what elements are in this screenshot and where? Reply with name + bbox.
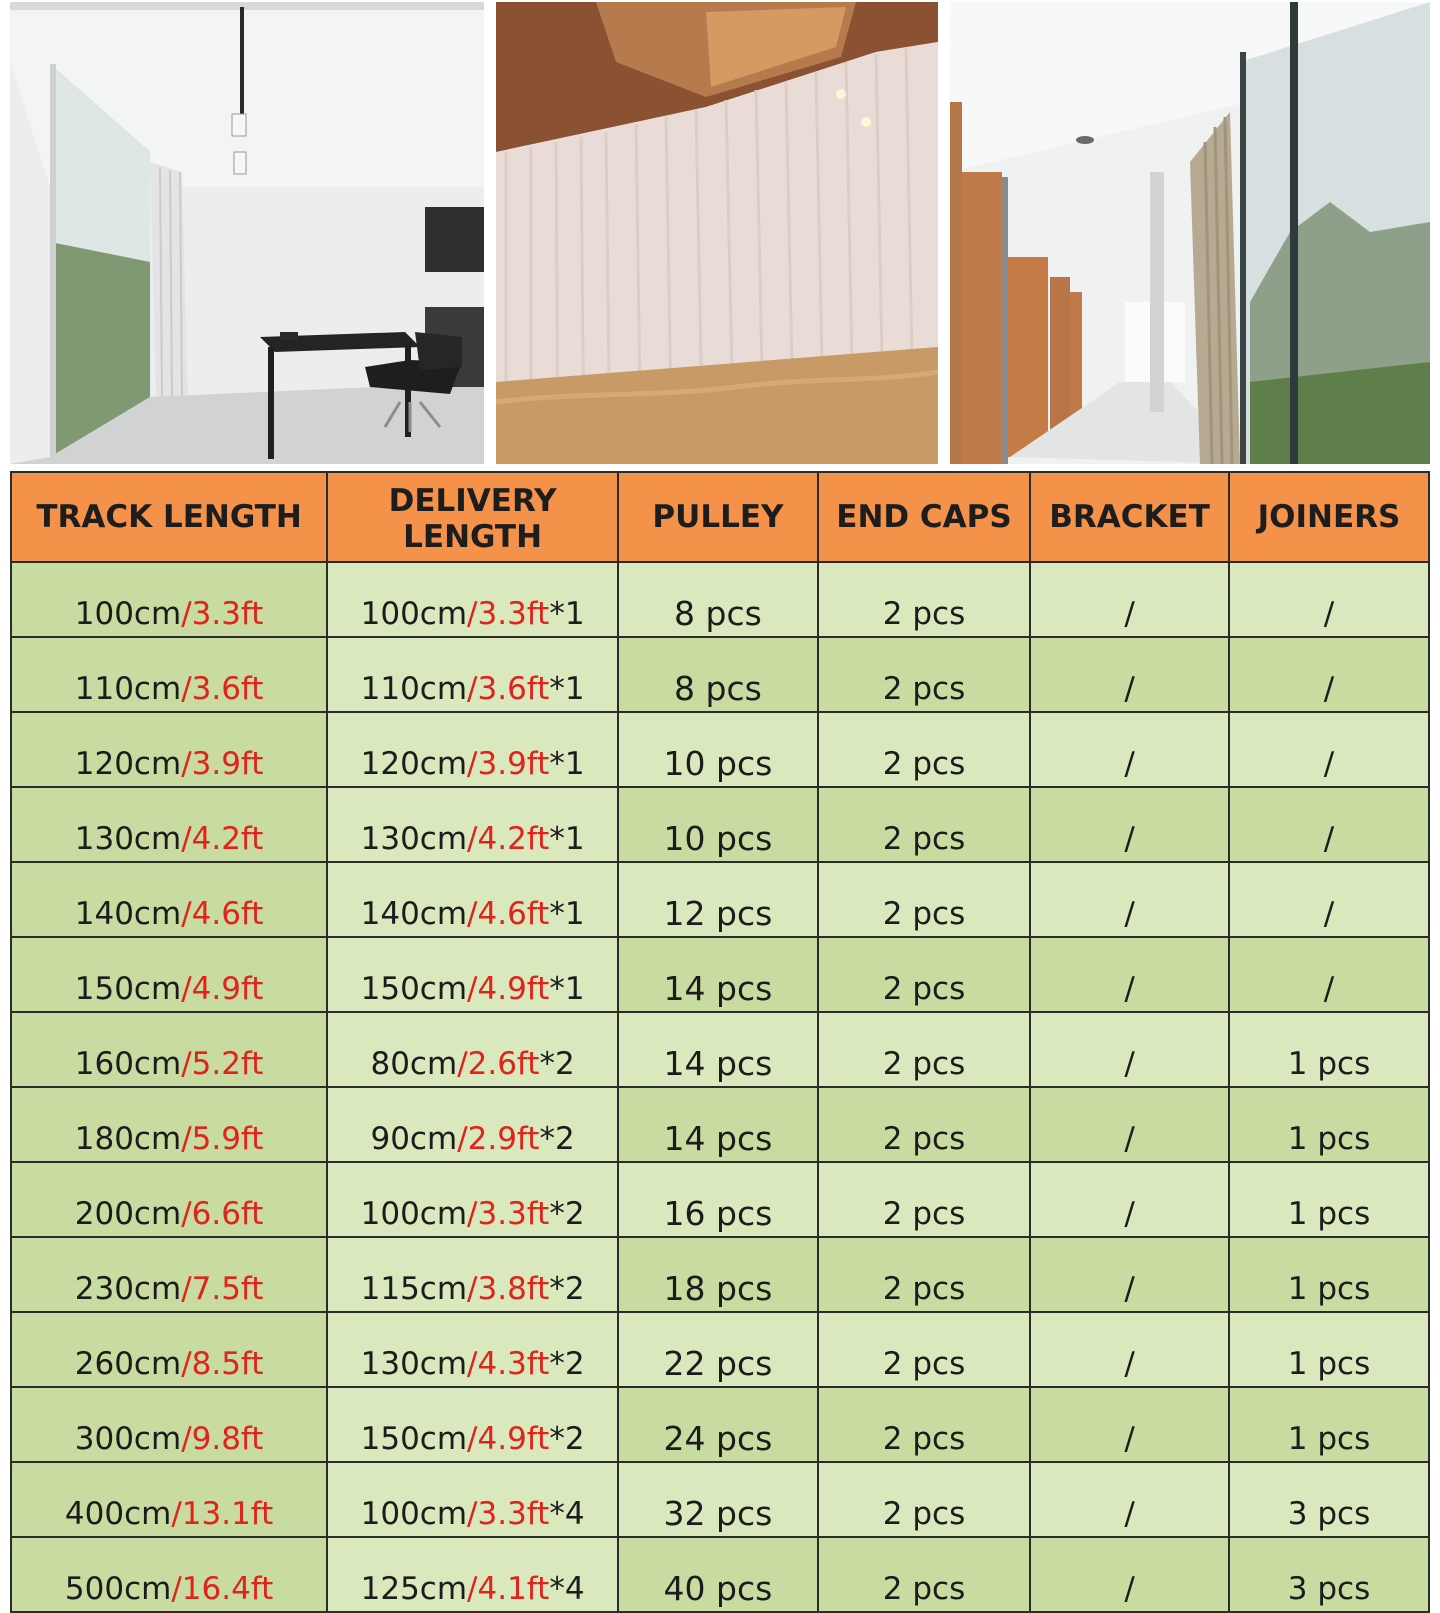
delivery-quantity: *1	[549, 971, 585, 1007]
cell-joiners	[1229, 1237, 1429, 1312]
pulley-count: 12 pcs	[663, 894, 773, 933]
delivery-length-cm: 125cm	[360, 1571, 468, 1607]
delivery-length-cm: 80cm	[370, 1046, 458, 1082]
photo-corridor-curtain	[950, 2, 1430, 464]
end-caps-count: 2 pcs	[882, 896, 966, 932]
track-length-ft: /5.9ft	[181, 1121, 264, 1157]
cell-joiners	[1229, 1087, 1429, 1162]
joiners-count: 1 pcs	[1287, 1271, 1371, 1307]
delivery-quantity: *1	[549, 896, 585, 932]
bracket-count: /	[1124, 596, 1135, 632]
cell-delivery-length	[327, 1387, 618, 1462]
cell-pulley	[618, 1387, 818, 1462]
joiners-count: 1 pcs	[1287, 1346, 1371, 1382]
track-length-cm: 200cm	[74, 1196, 182, 1232]
cell-joiners	[1229, 1162, 1429, 1237]
delivery-length-ft: /4.9ft	[467, 1421, 550, 1457]
cell-joiners	[1229, 712, 1429, 787]
joiners-count: 1 pcs	[1287, 1421, 1371, 1457]
cell-bracket	[1030, 1162, 1229, 1237]
bracket-count: /	[1124, 1271, 1135, 1307]
delivery-length-ft: /3.6ft	[467, 671, 550, 707]
cell-pulley	[618, 1537, 818, 1612]
cell-joiners	[1229, 1462, 1429, 1537]
track-length-ft: /3.6ft	[181, 671, 264, 707]
cell-track-length	[11, 1312, 327, 1387]
table-row	[11, 1462, 1429, 1537]
delivery-length-cm: 130cm	[360, 821, 468, 857]
cell-joiners	[1229, 1537, 1429, 1612]
joiners-count: /	[1323, 746, 1335, 782]
track-length-cm: 160cm	[74, 1046, 182, 1082]
cell-track-length	[11, 937, 327, 1012]
cell-bracket	[1030, 1312, 1229, 1387]
header-joiners: JOINERS	[1229, 472, 1429, 562]
delivery-length-cm: 150cm	[360, 1421, 468, 1457]
cell-track-length	[11, 1537, 327, 1612]
track-length-ft: /4.2ft	[181, 821, 264, 857]
cell-delivery-length	[327, 1462, 618, 1537]
bracket-count: /	[1124, 1571, 1135, 1607]
cell-pulley	[618, 1012, 818, 1087]
cell-track-length	[11, 1462, 327, 1537]
cell-pulley	[618, 937, 818, 1012]
track-length-ft: /4.9ft	[181, 971, 264, 1007]
pulley-count: 8 pcs	[674, 669, 762, 708]
delivery-length-ft: /4.1ft	[467, 1571, 550, 1607]
track-length-ft: /3.3ft	[181, 596, 264, 632]
end-caps-count: 2 pcs	[882, 1346, 966, 1382]
joiners-count: 3 pcs	[1287, 1571, 1371, 1607]
table-body	[11, 562, 1429, 1612]
delivery-length-cm: 150cm	[360, 971, 468, 1007]
delivery-quantity: *1	[549, 596, 585, 632]
delivery-length-cm: 100cm	[360, 1496, 468, 1532]
delivery-length-ft: /3.8ft	[467, 1271, 550, 1307]
cell-bracket	[1030, 1087, 1229, 1162]
delivery-length-ft: /4.3ft	[467, 1346, 550, 1382]
cell-track-length	[11, 1237, 327, 1312]
header-track-length: TRACK LENGTH	[11, 472, 327, 562]
joiners-count: /	[1323, 896, 1335, 932]
pulley-count: 14 pcs	[663, 1119, 773, 1158]
cell-delivery-length	[327, 1012, 618, 1087]
cell-bracket	[1030, 787, 1229, 862]
cell-joiners	[1229, 1012, 1429, 1087]
cell-end-caps	[818, 637, 1030, 712]
cell-pulley	[618, 1087, 818, 1162]
bracket-count: /	[1124, 746, 1135, 782]
cell-end-caps	[818, 1387, 1030, 1462]
cell-delivery-length	[327, 862, 618, 937]
cell-end-caps	[818, 937, 1030, 1012]
bracket-count: /	[1124, 1046, 1135, 1082]
cell-track-length	[11, 1012, 327, 1087]
track-length-cm: 300cm	[74, 1421, 182, 1457]
delivery-length-ft: /4.6ft	[467, 896, 550, 932]
delivery-length-ft: /3.3ft	[467, 1496, 550, 1532]
joiners-count: 1 pcs	[1287, 1196, 1371, 1232]
delivery-quantity: *2	[549, 1346, 585, 1382]
track-length-ft: /5.2ft	[181, 1046, 264, 1082]
pulley-count: 22 pcs	[663, 1344, 773, 1383]
delivery-length-cm: 120cm	[360, 746, 468, 782]
delivery-quantity: *2	[549, 1196, 585, 1232]
table-row	[11, 1162, 1429, 1237]
header-bracket: BRACKET	[1030, 472, 1229, 562]
track-length-cm: 400cm	[64, 1496, 172, 1532]
cell-delivery-length	[327, 787, 618, 862]
track-length-cm: 500cm	[64, 1571, 172, 1607]
table-row	[11, 1387, 1429, 1462]
delivery-length-cm: 130cm	[360, 1346, 468, 1382]
cell-end-caps	[818, 862, 1030, 937]
photo-wooden-room-curtain	[496, 2, 938, 464]
track-length-cm: 120cm	[74, 746, 182, 782]
cell-bracket	[1030, 637, 1229, 712]
cell-pulley	[618, 637, 818, 712]
cell-end-caps	[818, 1237, 1030, 1312]
track-length-ft: /6.6ft	[181, 1196, 264, 1232]
joiners-count: 3 pcs	[1287, 1496, 1371, 1532]
delivery-length-cm: 100cm	[360, 1196, 468, 1232]
cell-joiners	[1229, 862, 1429, 937]
delivery-length-cm: 115cm	[360, 1271, 468, 1307]
delivery-quantity: *4	[549, 1496, 585, 1532]
header-delivery-length: DELIVERY LENGTH	[327, 472, 618, 562]
bracket-count: /	[1124, 1121, 1135, 1157]
delivery-quantity: *2	[539, 1046, 575, 1082]
spec-table	[10, 471, 1430, 1613]
end-caps-count: 2 pcs	[882, 1196, 966, 1232]
delivery-length-ft: /2.9ft	[457, 1121, 540, 1157]
track-length-ft: /13.1ft	[171, 1496, 274, 1532]
track-length-ft: /9.8ft	[181, 1421, 264, 1457]
track-length-ft: /7.5ft	[181, 1271, 264, 1307]
cell-end-caps	[818, 712, 1030, 787]
bracket-count: /	[1124, 1346, 1135, 1382]
end-caps-count: 2 pcs	[882, 1496, 966, 1532]
cell-track-length	[11, 1087, 327, 1162]
bracket-count: /	[1124, 896, 1135, 932]
cell-joiners	[1229, 562, 1429, 637]
cell-delivery-length	[327, 1237, 618, 1312]
track-length-cm: 100cm	[74, 596, 182, 632]
photo-office-curtain	[10, 2, 484, 464]
track-length-cm: 110cm	[74, 671, 182, 707]
joiners-count: 1 pcs	[1287, 1121, 1371, 1157]
cell-end-caps	[818, 1537, 1030, 1612]
delivery-length-cm: 90cm	[370, 1121, 458, 1157]
delivery-quantity: *1	[549, 821, 585, 857]
track-length-ft: /4.6ft	[181, 896, 264, 932]
cell-bracket	[1030, 1237, 1229, 1312]
delivery-length-cm: 110cm	[360, 671, 468, 707]
cell-pulley	[618, 712, 818, 787]
delivery-quantity: *2	[549, 1421, 585, 1457]
bracket-count: /	[1124, 821, 1135, 857]
cell-bracket	[1030, 937, 1229, 1012]
cell-pulley	[618, 1312, 818, 1387]
cell-end-caps	[818, 1087, 1030, 1162]
cell-pulley	[618, 787, 818, 862]
pulley-count: 16 pcs	[663, 1194, 773, 1233]
table-row	[11, 1312, 1429, 1387]
joiners-count: /	[1323, 596, 1335, 632]
joiners-count: /	[1323, 671, 1335, 707]
table-row	[11, 1537, 1429, 1612]
cell-end-caps	[818, 787, 1030, 862]
track-length-cm: 140cm	[74, 896, 182, 932]
cell-pulley	[618, 1462, 818, 1537]
table-row	[11, 712, 1429, 787]
cell-joiners	[1229, 787, 1429, 862]
cell-track-length	[11, 787, 327, 862]
cell-end-caps	[818, 1462, 1030, 1537]
joiners-count: /	[1323, 821, 1335, 857]
cell-bracket	[1030, 1387, 1229, 1462]
bracket-count: /	[1124, 1196, 1135, 1232]
pulley-count: 32 pcs	[663, 1494, 773, 1533]
delivery-quantity: *1	[549, 671, 585, 707]
delivery-length-ft: /2.6ft	[457, 1046, 540, 1082]
track-length-cm: 260cm	[74, 1346, 182, 1382]
delivery-quantity: *2	[539, 1121, 575, 1157]
cell-bracket	[1030, 1012, 1229, 1087]
cell-end-caps	[818, 1162, 1030, 1237]
cell-end-caps	[818, 562, 1030, 637]
track-length-ft: /16.4ft	[171, 1571, 274, 1607]
cell-track-length	[11, 862, 327, 937]
pulley-count: 24 pcs	[663, 1419, 773, 1458]
cell-pulley	[618, 862, 818, 937]
table-row	[11, 862, 1429, 937]
delivery-length-ft: /3.3ft	[467, 1196, 550, 1232]
cell-bracket	[1030, 1462, 1229, 1537]
cell-joiners	[1229, 1312, 1429, 1387]
cell-pulley	[618, 562, 818, 637]
photo-strip	[10, 2, 1430, 464]
end-caps-count: 2 pcs	[882, 821, 966, 857]
header-pulley: PULLEY	[618, 472, 818, 562]
cell-delivery-length	[327, 712, 618, 787]
table-row	[11, 1237, 1429, 1312]
cell-joiners	[1229, 1387, 1429, 1462]
cell-delivery-length	[327, 637, 618, 712]
bracket-count: /	[1124, 671, 1135, 707]
end-caps-count: 2 pcs	[882, 1421, 966, 1457]
pulley-count: 10 pcs	[663, 819, 773, 858]
cell-joiners	[1229, 937, 1429, 1012]
end-caps-count: 2 pcs	[882, 1121, 966, 1157]
cell-delivery-length	[327, 937, 618, 1012]
track-length-ft: /3.9ft	[181, 746, 264, 782]
pulley-count: 10 pcs	[663, 744, 773, 783]
cell-end-caps	[818, 1012, 1030, 1087]
delivery-length-ft: /3.9ft	[467, 746, 550, 782]
end-caps-count: 2 pcs	[882, 1046, 966, 1082]
cell-bracket	[1030, 862, 1229, 937]
cell-track-length	[11, 562, 327, 637]
cell-delivery-length	[327, 1087, 618, 1162]
track-length-cm: 180cm	[74, 1121, 182, 1157]
track-length-cm: 130cm	[74, 821, 182, 857]
joiners-count: /	[1323, 971, 1335, 1007]
bracket-count: /	[1124, 1496, 1135, 1532]
table-header-row	[11, 472, 1429, 562]
cell-track-length	[11, 1387, 327, 1462]
cell-delivery-length	[327, 1162, 618, 1237]
end-caps-count: 2 pcs	[882, 746, 966, 782]
cell-track-length	[11, 1162, 327, 1237]
cell-delivery-length	[327, 1537, 618, 1612]
delivery-quantity: *2	[549, 1271, 585, 1307]
cell-track-length	[11, 637, 327, 712]
cell-delivery-length	[327, 1312, 618, 1387]
pulley-count: 14 pcs	[663, 969, 773, 1008]
bracket-count: /	[1124, 971, 1135, 1007]
delivery-length-cm: 100cm	[360, 596, 468, 632]
cell-joiners	[1229, 637, 1429, 712]
cell-track-length	[11, 712, 327, 787]
end-caps-count: 2 pcs	[882, 1571, 966, 1607]
delivery-quantity: *4	[549, 1571, 585, 1607]
pulley-count: 18 pcs	[663, 1269, 773, 1308]
cell-pulley	[618, 1162, 818, 1237]
cell-delivery-length	[327, 562, 618, 637]
table-row	[11, 787, 1429, 862]
table-row	[11, 1087, 1429, 1162]
table-row	[11, 937, 1429, 1012]
delivery-quantity: *1	[549, 746, 585, 782]
pulley-count: 8 pcs	[674, 594, 762, 633]
end-caps-count: 2 pcs	[882, 671, 966, 707]
delivery-length-ft: /4.2ft	[467, 821, 550, 857]
track-length-cm: 230cm	[74, 1271, 182, 1307]
table-row	[11, 1012, 1429, 1087]
cell-bracket	[1030, 712, 1229, 787]
table-row	[11, 637, 1429, 712]
cell-pulley	[618, 1237, 818, 1312]
track-length-cm: 150cm	[74, 971, 182, 1007]
table-row	[11, 562, 1429, 637]
end-caps-count: 2 pcs	[882, 1271, 966, 1307]
end-caps-count: 2 pcs	[882, 971, 966, 1007]
cell-bracket	[1030, 1537, 1229, 1612]
delivery-length-ft: /3.3ft	[467, 596, 550, 632]
delivery-length-ft: /4.9ft	[467, 971, 550, 1007]
joiners-count: 1 pcs	[1287, 1046, 1371, 1082]
header-end-caps: END CAPS	[818, 472, 1030, 562]
pulley-count: 40 pcs	[663, 1569, 773, 1608]
pulley-count: 14 pcs	[663, 1044, 773, 1083]
track-length-ft: /8.5ft	[181, 1346, 264, 1382]
cell-end-caps	[818, 1312, 1030, 1387]
delivery-length-cm: 140cm	[360, 896, 468, 932]
end-caps-count: 2 pcs	[882, 596, 966, 632]
cell-bracket	[1030, 562, 1229, 637]
bracket-count: /	[1124, 1421, 1135, 1457]
